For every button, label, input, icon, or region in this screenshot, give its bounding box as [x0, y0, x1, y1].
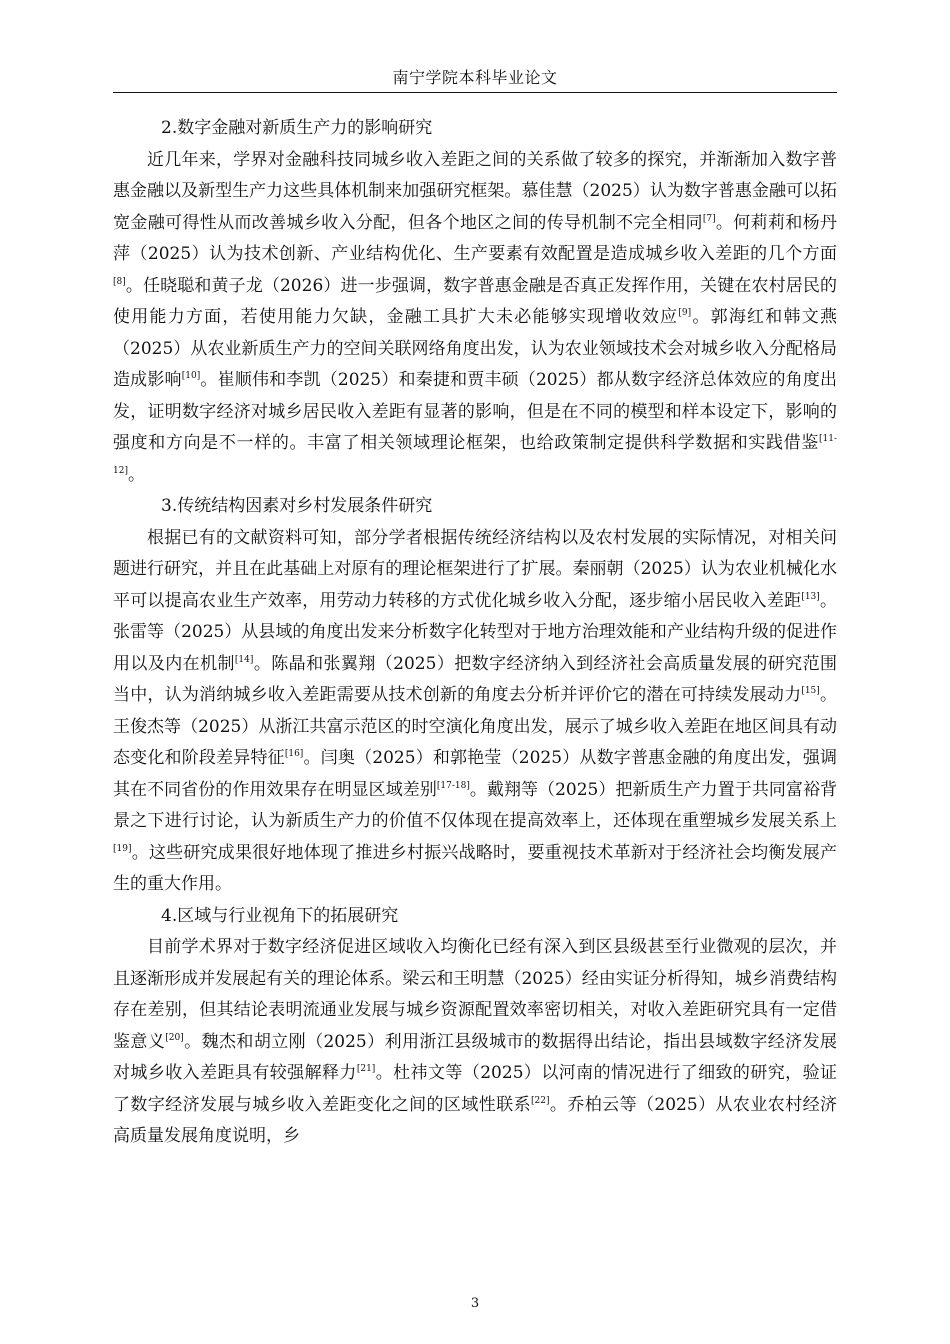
citation-ref: [14]	[234, 654, 254, 665]
text-segment: 。魏杰和胡立刚（2025）利用浙江县级城市的数据得出结论，指出县域数字经济发展对城乡收入差距具有较强解释力	[113, 1031, 837, 1083]
section-heading: 3.传统结构因素对乡村发展条件研究	[161, 496, 433, 516]
section-heading: 2.数字金融对新质生产力的影响研究	[161, 118, 433, 138]
citation-ref: [10]	[181, 371, 201, 381]
text-segment: 。陈晶和张翼翔（2025）把数字经济纳入到经济社会高质量发展的研究范围当中，认为消纳城乡收入差距需要从技术创新的角度去分析并评价它的潜在可持续发展动力	[113, 653, 838, 705]
text-segment: 。	[127, 464, 145, 485]
citation-ref: [20]	[165, 1032, 184, 1043]
citation-ref: [15]	[801, 686, 820, 696]
text-segment: 根据已有的文献资料可知，部分学者根据传统经济结构以及农村发展的实际情况，对相关问题进行研究，并且在此基础上对原有的理论框架进行了扩展。秦丽朝（2025）认为农业机械化水平可以提高农业生产效率，用劳动力转移的方式优化城乡收入分配，逐步缩小居民收入差距	[113, 527, 837, 611]
citation-ref: [21]	[356, 1064, 376, 1074]
text-segment: 。郭海红和韩文燕（2025）从农业新质生产力的空间关联网络角度出发，认为农业领域技术会对城乡收入分配格局造成影响	[113, 307, 838, 390]
text-segment: 。乔柏云等（2025）从农业农村经济高质量发展角度说明，乡	[113, 1094, 837, 1146]
text-segment: 。王俊杰等（2025）从浙江共富示范区的时空演化角度出发，展示了城乡收入差距在地区间具有动态变化和阶段差异特征	[113, 685, 838, 768]
citation-ref: [19]	[113, 843, 132, 854]
citation-ref: [22]	[531, 1095, 550, 1106]
page-number: 3	[470, 1296, 480, 1311]
citation-ref: [13]	[801, 591, 820, 602]
section-paragraph	[113, 523, 837, 901]
citation-ref: [7]	[702, 213, 716, 224]
text-segment: 。杜祎文等（2025）以河南的情况进行了细致的研究，验证了数字经济发展与城乡收入差距变化之间的区域性联系	[113, 1063, 838, 1115]
citation-ref: [11-12]	[113, 434, 837, 476]
text-segment: 。戴翔等（2025）把新质生产力置于共同富裕背景之下进行讨论，认为新质生产力的价值不仅体现在提高效率上，还体现在重塑城乡发展关系上	[113, 779, 837, 831]
section-heading: 4.区域与行业视角下的拓展研究	[161, 905, 399, 926]
text-segment: 。崔顺伟和李凯（2025）和秦捷和贾丰硕（2025）都从数字经济总体效应的角度出发，证明数字经济对城乡居民收入差距有显著的影响，但是在不同的模型和样本设定下，影响的强度和方向是不一样的。丰富了相关领域理论框架，也给政策制定提供科学数据和实践借鉴	[113, 370, 838, 453]
citation-ref: [17-18]	[436, 780, 470, 791]
text-segment: 。这些研究成果很好地体现了推进乡村振兴战略时，要重视技术革新对于经济社会均衡发展产生的重大作用。	[113, 842, 837, 894]
text-segment: 。任晓聪和黄子龙（2026）进一步强调，数字普惠金融是否真正发挥作用，关键在农村居民的使用能力方面，若使用能力欠缺，金融工具扩大未必能够实现增收效应	[113, 275, 837, 327]
text-segment: 。闫奥（2025）和郭艳莹（2025）从数字普惠金融的角度出发，强调其在不同省份的作用效果存在明显区域差别	[113, 748, 838, 800]
text-segment: 。何莉莉和杨丹萍（2025）认为技术创新、产业结构优化、生产要素有效配置是造成城乡收入差距的几个方面	[113, 212, 838, 264]
citation-ref: [16]	[284, 749, 304, 759]
body-text	[113, 113, 837, 1153]
text-segment: 目前学术界对于数字经济促进区域收入均衡化已经有深入到区县级甚至行业微观的层次，并且逐渐形成并发展起有关的理论体系。梁云和王明慧（2025）经由实证分析得知，城乡消费结构存在差别，但其结论表明流通业发展与城乡资源配置效率密切相关，对收入差距研究具有一定借鉴意义	[113, 937, 837, 1052]
running-header: 南宁学院本科毕业论文	[392, 68, 558, 87]
citation-ref: [9]	[678, 308, 692, 318]
text-segment: 。张雷等（2025）从县域的角度出发来分析数字化转型对于地方治理效能和产业结构升级的促进作用以及内在机制	[113, 590, 838, 674]
header-rule	[113, 92, 837, 93]
citation-ref: [8]	[113, 276, 126, 287]
text-segment: 近几年来，学界对金融科技同城乡收入差距之间的关系做了较多的探究，并渐渐加入数字普惠金融以及新型生产力这些具体机制来加强研究框架。慕佳慧（2025）认为数字普惠金融可以拓宽金融可得性从而改善城乡收入分配，但各个地区之间的传导机制不完全相同	[113, 149, 837, 233]
section-paragraph	[113, 145, 837, 492]
document-page	[113, 0, 837, 1344]
section-paragraph	[113, 932, 837, 1153]
